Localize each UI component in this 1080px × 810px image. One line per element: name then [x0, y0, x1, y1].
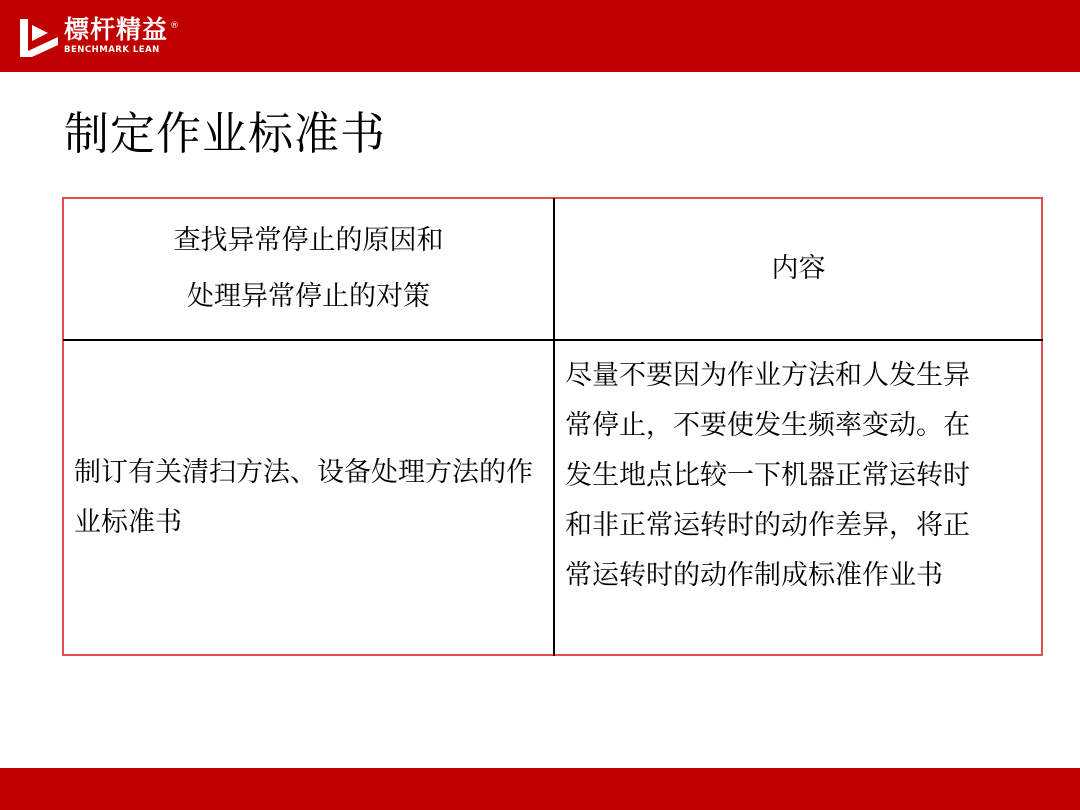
- content-line-4: 和非正常运转时的动作差异，将正: [565, 510, 970, 541]
- table-cell-measures: [64, 341, 553, 655]
- content-line-5: 常运转时的动作制成标准作业书: [565, 560, 943, 591]
- table-header-left: [64, 199, 553, 339]
- header-left-line-1: 查找异常停止的原因和: [173, 225, 444, 256]
- registered-mark: ®: [170, 21, 181, 31]
- measures-text: 制订有关清扫方法、设备处理方法的作业标准书: [74, 457, 533, 538]
- table-cell-content: [555, 341, 1042, 655]
- content-line-3: 发生地点比较一下机器正常运转时: [565, 460, 970, 491]
- benchmark-logo-icon: [18, 15, 60, 57]
- brand-text: [64, 15, 181, 56]
- header-left-line-2: 处理异常停止的对策: [187, 281, 430, 312]
- bottom-banner: [0, 768, 1080, 810]
- brand-logo: [18, 12, 181, 60]
- brand-name-cn: 標杆精益 ®: [64, 16, 168, 44]
- content-line-1: 尽量不要因为作业方法和人发生异: [565, 360, 970, 391]
- content-line-2: 常停止，不要使发生频率变动。在: [565, 410, 970, 441]
- brand-name-en: BENCHMARK LEAN: [64, 45, 160, 55]
- page-title: 制定作业标准书: [64, 107, 387, 160]
- top-banner: [0, 0, 1080, 72]
- table-header-right: 内容: [771, 253, 826, 284]
